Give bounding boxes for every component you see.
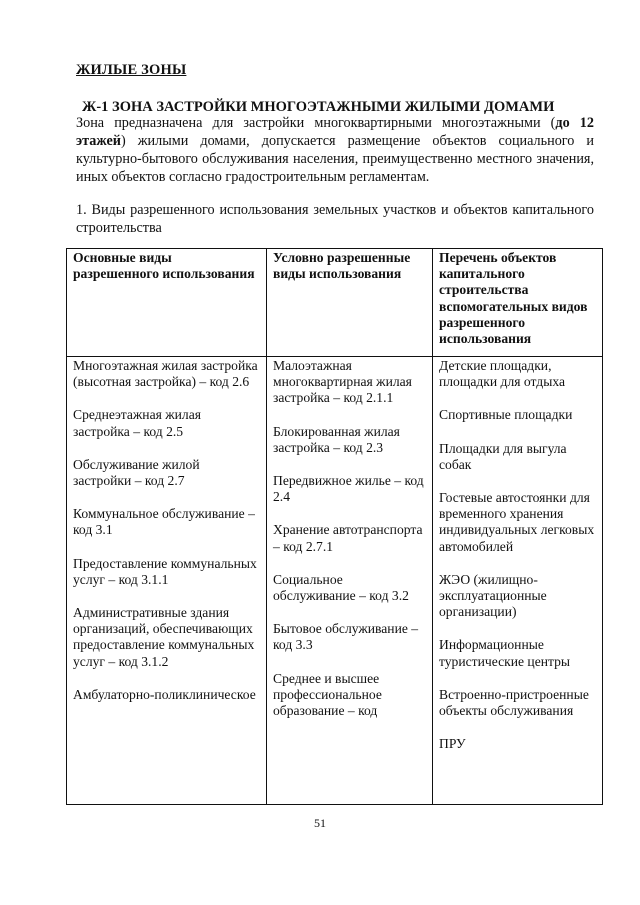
table-row xyxy=(67,357,603,805)
intro-paragraph xyxy=(76,114,594,186)
header-main-uses: Основные виды разрешенного использования xyxy=(67,249,267,357)
list-item: Коммунальное обслуживание – код 3.1 xyxy=(73,506,255,538)
list-item: ЖЭО (жилищно-эксплуатационные организации) xyxy=(439,571,547,620)
list-item: Гостевые автостоянки для временного хранения индивидуальных легковых автомобилей xyxy=(439,490,595,554)
list-item: Хранение автотранспорта – код 2.7.1 xyxy=(273,522,423,554)
list-item: Блокированная жилая застройка – код 2.3 xyxy=(273,423,400,455)
main-uses-cell xyxy=(67,357,267,805)
intro-text-before: Зона предназначена для застройки многоквартирными многоэтажными ( xyxy=(76,115,556,131)
intro-text-bold: до 12 этажей xyxy=(76,115,594,149)
list-item: Административные здания организаций, обеспечивающих предоставление коммунальных услуг – код 3.1.2 xyxy=(73,605,255,669)
list-item: Среднее и высшее профессиональное образование – код xyxy=(273,670,382,719)
list-item: Малоэтажная многоквартирная жилая застройка – код 2.1.1 xyxy=(273,358,412,406)
list-item: Предоставление коммунальных услуг – код 3.1.1 xyxy=(73,555,257,587)
list-item: ПРУ xyxy=(439,736,466,752)
zone-title: Ж-1 ЗОНА ЗАСТРОЙКИ МНОГОЭТАЖНЫМИ ЖИЛЫМИ ДОМАМИ xyxy=(82,99,555,115)
list-item: Многоэтажная жилая застройка (высотная застройка) – код 2.6 xyxy=(73,358,258,390)
page-number: 51 xyxy=(314,816,326,830)
list-item: Амбулаторно-поликлиническое xyxy=(73,686,256,702)
list-item: Информационные туристические центры xyxy=(439,637,571,669)
list-item: Площадки для выгула собак xyxy=(439,440,567,472)
list-item: Встроенно-пристроенные объекты обслуживания xyxy=(439,686,589,719)
list-item: Бытовое обслуживание – код 3.3 xyxy=(273,621,419,653)
permitted-uses-table xyxy=(66,248,603,805)
list-heading: 1. Виды разрешенного использования земельных участков и объектов капитального строительства xyxy=(76,202,594,236)
list-item: Обслуживание жилой застройки – код 2.7 xyxy=(73,456,200,489)
header-conditional-uses: Условно разрешенные виды использования xyxy=(267,249,433,357)
section-title: ЖИЛЫЕ ЗОНЫ xyxy=(76,62,187,78)
list-item: Среднеэтажная жилая застройка – код 2.5 xyxy=(73,407,202,439)
list-item: Детские площадки, площадки для отдыха xyxy=(439,358,565,390)
conditional-uses-cell xyxy=(267,357,433,805)
list-item: Спортивные площадки xyxy=(439,407,573,423)
auxiliary-uses-cell xyxy=(433,357,603,805)
intro-text-after: ) жилыми домами, допускается размещение объектов социального и культурно-бытового обслуживания населения, преимущественно местного значения, иных объектов согласно градостроительным регламентам. xyxy=(76,133,594,185)
list-item: Передвижное жилье – код 2.4 xyxy=(273,473,424,505)
header-auxiliary-uses: Перечень объектов капитального строительства вспомогательных видов разрешенного использования xyxy=(433,249,603,357)
table-header-row xyxy=(67,249,603,357)
list-item: Социальное обслуживание – код 3.2 xyxy=(273,571,409,604)
